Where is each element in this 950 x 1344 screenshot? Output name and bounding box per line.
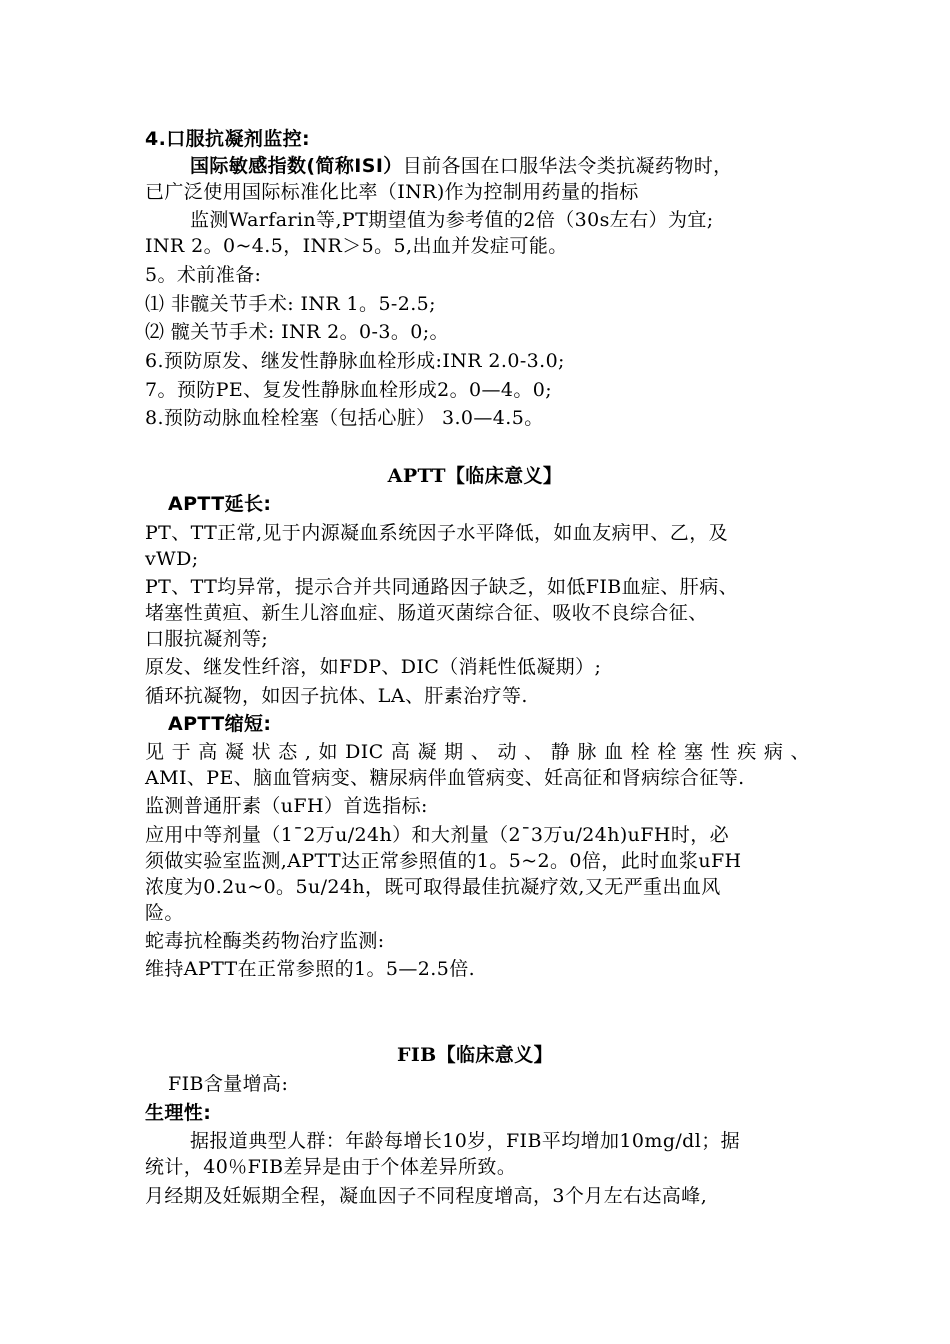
justified-token: 疾	[737, 741, 757, 763]
aptt-snake: 蛇毒抗栓酶类药物治疗监测:	[145, 930, 385, 952]
item-5: 5。术前准备:	[145, 264, 262, 286]
aptt-p3: 原发、继发性纤溶，如FDP、DIC（消耗性低凝期）;	[145, 656, 602, 678]
justified-token: 于	[171, 741, 192, 763]
fib-title: FIB【临床意义】	[396, 1044, 554, 1066]
justified-token: ,	[304, 741, 312, 763]
aptt-snake-detail: 维持APTT在正常参照的1。5—2.5倍.	[145, 958, 476, 980]
justified-token: 血	[604, 741, 624, 763]
warfarin-line-2: INR 2。0~4.5，INR＞5。5,出血并发症可能。	[145, 235, 568, 257]
aptt-shorten-line-1	[145, 740, 810, 764]
isi-text: 目前各国在口服华法令类抗凝药物时，	[402, 155, 733, 177]
justified-token: 见	[145, 741, 165, 763]
justified-token: 、	[790, 741, 810, 763]
warfarin-line-1: 监测Warfarin等,PT期望值为参考值的2倍（30s左右）为宜;	[190, 209, 714, 231]
aptt-shorten-heading: APTT缩短:	[168, 713, 272, 735]
fib-increase: FIB含量增高:	[168, 1073, 289, 1095]
justified-token: 栓	[630, 741, 651, 763]
aptt-p1-line-1: PT、TT正常,见于内源凝血系统因子水平降低，如血友病甲、乙，及	[145, 522, 728, 544]
aptt-shorten-line-2: AMI、PE、脑血管病变、糖尿病伴血管病变、妊高征和肾病综合征等.	[145, 767, 745, 789]
justified-token: 静	[550, 741, 571, 763]
justified-token: 脉	[577, 741, 597, 763]
aptt-p2-line-2: 堵塞性黄疸、新生儿溶血症、肠道灭菌综合征、吸收不良综合征、	[145, 602, 708, 624]
item-5-1: ⑴ 非髋关节手术: INR 1。5-2.5;	[145, 293, 436, 315]
item-6: 6.预防原发、继发性静脉血栓形成:INR 2.0-3.0;	[145, 350, 565, 372]
justified-token: 、	[470, 741, 491, 763]
aptt-title: APTT【临床意义】	[387, 465, 563, 487]
justified-token: 性	[710, 741, 730, 763]
justified-token: 塞	[683, 741, 704, 763]
aptt-p4: 循环抗凝物，如因子抗体、LA、肝素治疗等.	[145, 685, 528, 707]
aptt-p1-line-2: vWD;	[145, 548, 199, 570]
justified-token: 动	[497, 741, 517, 763]
aptt-p2-line-1: PT、TT均异常，提示合并共同通路因子缺乏，如低FIB血症、肝病、	[145, 576, 739, 598]
justified-token: 高	[198, 741, 218, 763]
aptt-m1-line-1: 应用中等剂量（1¯2万u/24h）和大剂量（2¯3万u/24h)uFH时，必	[145, 824, 730, 846]
aptt-m1-line-4: 险。	[145, 902, 184, 924]
item-5-2: ⑵ 髋关节手术: INR 2。0-3。0;。	[145, 321, 449, 343]
fib-physio-heading: 生理性:	[145, 1102, 212, 1124]
justified-token: 凝	[417, 741, 437, 763]
isi-paragraph-line-1	[190, 154, 733, 178]
justified-token: 状	[251, 741, 271, 763]
aptt-m1-line-3: 浓度为0.2u~0。5u/24h，既可取得最佳抗凝疗效,又无严重出血风	[145, 876, 721, 898]
justified-token: 凝	[224, 741, 245, 763]
isi-term: 国际敏感指数(简称ISI）	[190, 155, 403, 177]
justified-token: 期	[444, 741, 464, 763]
fib-r1-line-1: 据报道典型人群：年龄每增长10岁，FIB平均增加10mg/dl；据	[190, 1130, 741, 1152]
aptt-prolong-heading: APTT延长:	[168, 493, 272, 515]
aptt-monitor: 监测普通肝素（uFH）首选指标:	[145, 795, 428, 817]
justified-token: 高	[390, 741, 411, 763]
justified-token: 如	[318, 741, 338, 763]
aptt-m1-line-2: 须做实验室监测,APTT达正常参照值的1。5~2。0倍，此时血浆uFH	[145, 850, 742, 872]
item-7: 7。预防PE、复发性静脉血栓形成2。0—4。0;	[145, 379, 553, 401]
justified-token: 病	[763, 741, 784, 763]
fib-r2-line-1: 月经期及妊娠期全程，凝血因子不同程度增高，3个月左右达高峰,	[145, 1185, 708, 1207]
fib-r1-line-2: 统计，40％FIB差异是由于个体差异所致。	[145, 1156, 517, 1178]
justified-token: 栓	[657, 741, 677, 763]
section-4-heading: 4.口服抗凝剂监控:	[145, 128, 311, 150]
item-8: 8.预防动脉血栓栓塞（包括心脏） 3.0—4.5。	[145, 407, 544, 429]
isi-paragraph-line-2: 已广泛使用国际标准化比率（INR)作为控制用药量的指标	[145, 181, 639, 203]
justified-token: 态	[278, 741, 298, 763]
justified-token: DIC	[345, 741, 384, 763]
justified-token: 、	[524, 741, 544, 763]
aptt-p2-line-3: 口服抗凝剂等;	[145, 628, 269, 650]
